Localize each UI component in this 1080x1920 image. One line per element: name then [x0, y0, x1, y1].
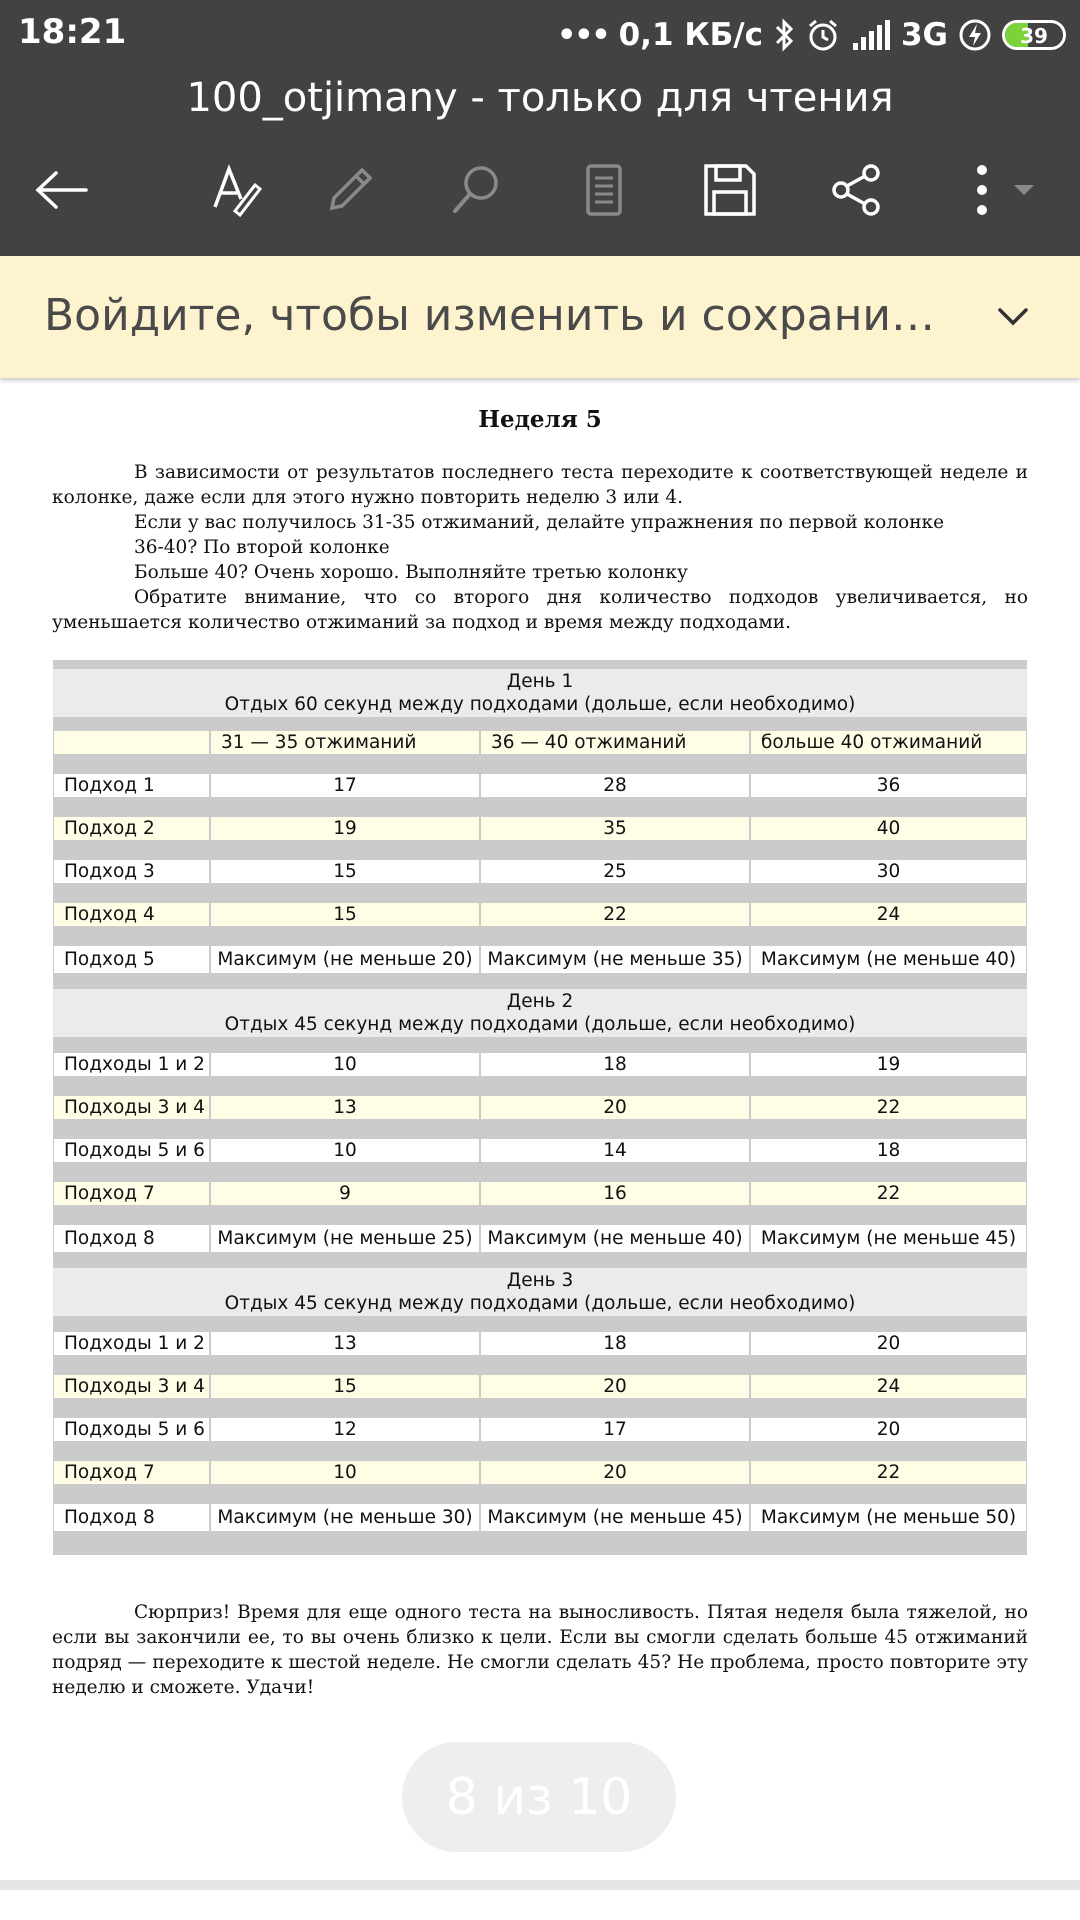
rep-count: 18 — [751, 1139, 1026, 1162]
column-header — [54, 731, 211, 754]
table-row — [54, 1375, 1026, 1398]
outro-text — [52, 1600, 1028, 1700]
rep-count: 20 — [751, 1418, 1026, 1441]
rep-count: 24 — [751, 1375, 1026, 1398]
status-bar — [0, 0, 1080, 70]
network-type: 3G — [900, 17, 948, 53]
chevron-down-icon[interactable] — [986, 290, 1040, 344]
rep-count: Максимум (не меньше 45) — [481, 1504, 751, 1531]
table-row — [54, 1096, 1026, 1119]
bottom-divider — [0, 1880, 1080, 1890]
intro-paragraph: Больше 40? Очень хорошо. Выполняйте третью колонку — [134, 562, 688, 583]
table-row — [54, 903, 1026, 926]
day-header — [53, 669, 1027, 717]
set-label: Подходы 5 и 6 — [54, 1418, 211, 1441]
rep-count: 18 — [481, 1332, 751, 1355]
rep-count: 22 — [751, 1182, 1026, 1205]
rep-count: 40 — [751, 817, 1026, 840]
rep-count: 20 — [751, 1332, 1026, 1355]
rep-count: 13 — [211, 1332, 481, 1355]
rep-count: 35 — [481, 817, 751, 840]
table-row — [54, 1504, 1026, 1531]
day-title: День 3 — [506, 1270, 574, 1291]
table-row — [54, 1225, 1026, 1252]
rep-count: 19 — [751, 1053, 1026, 1076]
rep-count: 24 — [751, 903, 1026, 926]
rep-count: 15 — [211, 860, 481, 883]
rep-count: Максимум (не меньше 20) — [211, 946, 481, 973]
intro-paragraph: Если у вас получилось 31-35 отжиманий, делайте упражнения по первой колонке — [134, 512, 945, 533]
column-header: 31 — 35 отжиманий — [211, 731, 481, 754]
intro-paragraph: 36-40? По второй колонке — [134, 537, 390, 558]
rep-count: 15 — [211, 1375, 481, 1398]
rep-count: 28 — [481, 774, 751, 797]
set-label: Подход 2 — [54, 817, 211, 840]
rep-count: Максимум (не меньше 25) — [211, 1225, 481, 1252]
set-label: Подходы 1 и 2 — [54, 1053, 211, 1076]
set-label: Подход 1 — [54, 774, 211, 797]
document-title: 100_otjimany - только для чтения — [186, 75, 894, 121]
rep-count: 12 — [211, 1418, 481, 1441]
rep-count: 10 — [211, 1139, 481, 1162]
set-label: Подходы 5 и 6 — [54, 1139, 211, 1162]
set-label: Подход 8 — [54, 1504, 211, 1531]
rep-count: 9 — [211, 1182, 481, 1205]
table-row — [54, 946, 1026, 973]
rep-count: 15 — [211, 903, 481, 926]
save-icon[interactable] — [700, 160, 760, 220]
rep-count: Максимум (не меньше 40) — [751, 946, 1026, 973]
intro-paragraph: Обратите внимание, что со второго дня количество подходов увеличивается, но уменьшается количество отжиманий за подход и время между подходами. — [52, 587, 1028, 633]
set-label: Подход 8 — [54, 1225, 211, 1252]
column-header: 36 — 40 отжиманий — [481, 731, 751, 754]
set-label: Подход 3 — [54, 860, 211, 883]
table-row — [54, 1461, 1026, 1484]
set-label: Подход 7 — [54, 1182, 211, 1205]
table-row — [54, 817, 1026, 840]
rep-count: 22 — [751, 1096, 1026, 1119]
rep-count: 10 — [211, 1461, 481, 1484]
share-icon[interactable] — [826, 160, 886, 220]
pencil-icon[interactable] — [320, 160, 380, 220]
alarm-icon — [805, 17, 841, 53]
rep-count: 22 — [481, 903, 751, 926]
column-header: больше 40 отжиманий — [751, 731, 1026, 754]
rep-count: 22 — [751, 1461, 1026, 1484]
signal-icon — [851, 19, 891, 51]
day-header — [53, 1268, 1027, 1316]
day-title: День 1 — [506, 671, 574, 692]
status-icons — [557, 12, 1066, 58]
set-label: Подход 4 — [54, 903, 211, 926]
battery-icon — [1002, 20, 1066, 50]
set-label: Подход 5 — [54, 946, 211, 973]
rep-count: 30 — [751, 860, 1026, 883]
rep-count: 19 — [211, 817, 481, 840]
set-label: Подходы 1 и 2 — [54, 1332, 211, 1355]
rep-count: 18 — [481, 1053, 751, 1076]
rep-count: 16 — [481, 1182, 751, 1205]
back-arrow-icon[interactable] — [32, 160, 92, 220]
app-bar — [0, 0, 1080, 256]
rep-count: 36 — [751, 774, 1026, 797]
table-row — [54, 1053, 1026, 1076]
day-title: День 2 — [506, 991, 574, 1012]
page-indicator: 8 из 10 — [402, 1742, 676, 1852]
bluetooth-icon — [773, 18, 795, 52]
status-time: 18:21 — [18, 12, 127, 52]
page-heading: Неделя 5 — [478, 406, 602, 433]
rep-count: 17 — [211, 774, 481, 797]
rep-count: 14 — [481, 1139, 751, 1162]
rep-count: 17 — [481, 1418, 751, 1441]
rep-count: Максимум (не меньше 50) — [751, 1504, 1026, 1531]
outro-paragraph: Сюрприз! Время для еще одного теста на выносливость. Пятая неделя была тяжелой, но если вы закончили ее, то вы очень близко к цели. Если вы смогли сделать больше 45 отжиманий подряд — переходите к шестой неделе. Не смогли сделать 45? Не проблема, просто повторите эту неделю и сможете. Удачи! — [52, 1602, 1028, 1698]
rep-count: 13 — [211, 1096, 481, 1119]
toolbar — [0, 150, 1080, 230]
more-vert-icon[interactable] — [950, 160, 1040, 220]
set-label: Подход 7 — [54, 1461, 211, 1484]
day-header — [53, 989, 1027, 1037]
document-page[interactable] — [0, 378, 1080, 1878]
rep-count: 10 — [211, 1053, 481, 1076]
rep-count: Максимум (не меньше 40) — [481, 1225, 751, 1252]
table-row — [54, 774, 1026, 797]
set-label: Подходы 3 и 4 — [54, 1096, 211, 1119]
table-row — [54, 1332, 1026, 1355]
rep-count: 20 — [481, 1375, 751, 1398]
column-header-row — [54, 731, 1026, 754]
table-row — [54, 1139, 1026, 1162]
rep-count: Максимум (не меньше 45) — [751, 1225, 1026, 1252]
rep-count: 25 — [481, 860, 751, 883]
intro-text — [52, 460, 1028, 635]
text-format-icon[interactable] — [206, 160, 266, 220]
net-speed: 0,1 КБ/с — [618, 17, 763, 53]
intro-paragraph: В зависимости от результатов последнего теста переходите к соответствующей неделе и колонке, даже если для этого нужно повторить неделю 3 или 4. — [52, 462, 1028, 508]
sign-in-message: Войдите, чтобы изменить и сохрани… — [44, 290, 935, 341]
more-dots-icon: ••• — [557, 17, 609, 53]
table-row — [54, 860, 1026, 883]
day-rest-note: Отдых 60 секунд между подходами (дольше, если необходимо) — [224, 694, 856, 715]
set-label: Подходы 3 и 4 — [54, 1375, 211, 1398]
rep-count: 20 — [481, 1461, 751, 1484]
rep-count: Максимум (не меньше 35) — [481, 946, 751, 973]
day-rest-note: Отдых 45 секунд между подходами (дольше, если необходимо) — [224, 1014, 856, 1035]
rep-count: Максимум (не меньше 30) — [211, 1504, 481, 1531]
reading-view-icon[interactable] — [574, 160, 634, 220]
battery-level: 39 — [1020, 24, 1048, 48]
sign-in-banner[interactable] — [0, 256, 1080, 378]
day-rest-note: Отдых 45 секунд между подходами (дольше, если необходимо) — [224, 1293, 856, 1314]
search-icon[interactable] — [446, 160, 506, 220]
rep-count: 20 — [481, 1096, 751, 1119]
table-row — [54, 1418, 1026, 1441]
charging-icon — [958, 18, 992, 52]
workout-table — [53, 660, 1027, 1555]
table-row — [54, 1182, 1026, 1205]
